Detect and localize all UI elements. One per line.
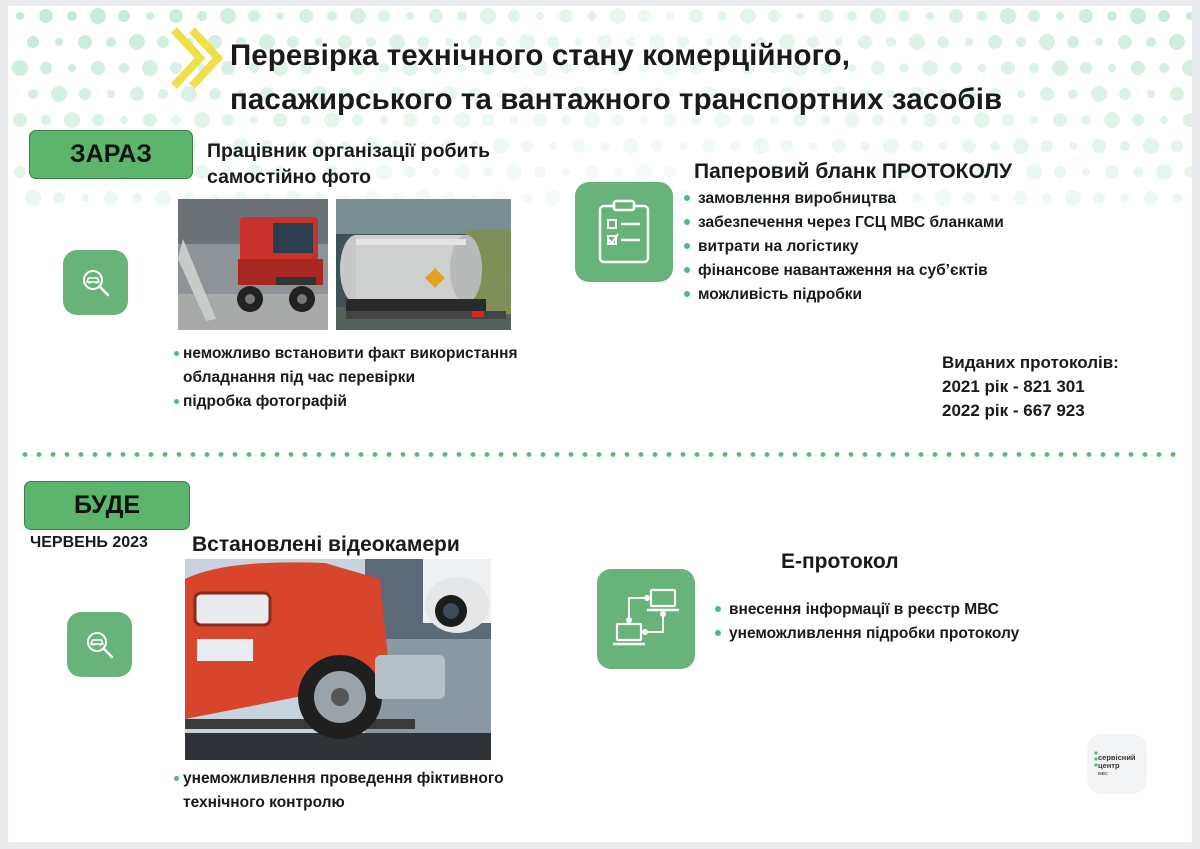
background-dot [534,166,546,178]
background-dot [14,166,26,178]
background-dot [926,12,934,20]
background-dot [1171,140,1183,152]
background-dot [664,166,676,178]
background-dot [79,88,91,100]
now-badge: ЗАРАЗ [29,130,193,179]
background-dot [1065,190,1081,206]
background-dot [939,142,947,150]
background-dot [28,89,38,99]
background-dot [1014,191,1028,205]
background-dot [651,140,663,152]
background-dot [493,138,509,154]
now-issues-list [174,342,594,414]
background-dot [536,12,544,20]
background-dot [689,9,703,23]
background-dot [1186,12,1192,20]
background-dot [51,86,67,102]
page-title-line1: Перевірка технічного стану комерційного, [230,39,851,72]
background-dot [613,167,623,177]
background-dot [768,10,780,22]
background-dot [146,12,154,20]
background-dot [1041,140,1053,152]
background-dot [1130,8,1146,24]
background-dot [522,193,532,203]
background-dot [327,11,337,21]
background-dot [53,192,65,204]
background-dot [78,35,92,49]
background-dot [1042,193,1052,203]
background-dot [27,36,39,48]
list-item: унеможливлення проведення фіктивного технічного контролю [174,767,574,815]
background-dot [1184,166,1192,178]
section-divider [18,452,1184,457]
background-dot [679,142,687,150]
background-dot [1107,11,1117,21]
background-dot [1079,9,1093,23]
background-dot [129,34,145,50]
checklist-icon [575,182,673,282]
background-dot [16,12,24,20]
truck-photo-red [178,199,328,330]
background-dot [120,116,128,124]
page-title [230,34,1190,122]
background-dot [521,140,533,152]
background-dot [67,11,77,21]
background-dot [666,12,674,20]
background-dot [1120,141,1130,151]
background-dot [508,10,520,22]
logo-line2: центр [1098,761,1120,770]
eprotocol-list [715,598,1019,646]
now-heading-line2: самостійно фото [207,166,372,188]
logo-line3: МВС [1098,771,1109,776]
page-title-line2: пасажирського та вантажного транспортних засобів [230,83,1003,116]
background-dot [143,113,157,127]
background-dot [898,10,910,22]
background-dot [1143,138,1159,154]
background-dot [107,90,115,98]
future-heading: Встановлені відеокамери [192,533,460,556]
background-dot [1000,8,1016,24]
background-dot [1093,192,1105,204]
list-item: унеможливлення підробки протоколу [715,622,1019,646]
background-dot [81,194,89,202]
background-dot [248,10,260,22]
background-dot [276,12,284,20]
background-dot [585,165,599,179]
paper-issues-list [684,187,1004,307]
stats-2021: 2021 рік - 821 301 [942,377,1085,396]
background-dot [12,60,28,76]
background-dot [740,8,756,24]
tanker-truck-photo [336,199,511,330]
background-dot [194,112,210,128]
background-dot [610,8,626,24]
service-center-logo [1089,736,1145,792]
background-dot [832,139,846,153]
background-dot [1133,167,1143,177]
list-item: можливість підробки [684,283,1004,307]
background-dot [717,11,727,21]
background-dot [1158,10,1170,22]
background-dot [549,142,557,150]
background-dot [55,38,63,46]
background-dot [90,8,106,24]
future-badge: БУДЕ [24,481,190,530]
list-item: підробка фотографій [174,390,594,414]
background-dot [702,139,716,153]
stats-heading: Виданих протоколів: [942,353,1119,372]
background-dot [457,11,467,21]
background-dot [781,140,793,152]
network-computers-icon [597,569,695,669]
background-dot [132,193,142,203]
background-dot [299,9,313,23]
background-dot [753,138,769,154]
background-dot [796,12,804,20]
list-item: фінансове навантаження на суб’єктів [684,259,1004,283]
paper-heading: Паперовий бланк ПРОТОКОЛУ [694,160,1013,183]
background-dot [883,138,899,154]
list-item: внесення інформації в реєстр МВС [715,598,1019,622]
chevron-icon [170,26,226,90]
background-dot [68,64,76,72]
background-dot [40,62,52,74]
future-issues-list [174,767,574,815]
stats-2022: 2022 рік - 667 923 [942,401,1085,420]
background-dot [92,114,104,126]
background-dot [730,141,740,151]
now-heading [207,138,490,190]
list-item: замовлення виробництва [684,187,1004,211]
background-dot [545,190,561,206]
now-heading-line1: Працівник організації робить [207,140,491,162]
background-dot [911,140,923,152]
list-item: неможливо встановити факт використання обладнання під час перевірки [174,342,594,390]
future-date: ЧЕРВЕНЬ 2023 [30,534,148,551]
background-dot [155,190,171,206]
background-dot [157,36,169,48]
logo-line1: сервісний [1098,753,1136,762]
background-dot [171,115,181,125]
background-dot [1092,139,1106,153]
background-dot [118,10,130,22]
background-dot [480,8,496,24]
background-dot [39,9,53,23]
background-dot [977,11,987,21]
background-dot [962,139,976,153]
background-dot [819,9,833,23]
background-dot [949,9,963,23]
background-dot [119,63,129,73]
background-dot [13,113,27,127]
background-dot [106,37,116,47]
background-dot [638,10,650,22]
background-dot [197,11,207,21]
background-dot [623,138,639,154]
video-camera-truck-photo [185,559,491,760]
background-dot [378,10,390,22]
background-dot [572,139,586,153]
background-dot [158,89,168,99]
background-dot [64,112,80,128]
background-dot [506,164,522,180]
car-inspection-icon [67,612,132,677]
background-dot [169,9,183,23]
background-dot [1172,193,1182,203]
protocol-stats [942,351,1119,423]
background-dot [350,8,366,24]
car-inspection-icon [63,250,128,315]
logo-text [1098,754,1136,778]
background-dot [1082,168,1090,176]
background-dot [1121,194,1129,202]
background-dot [1054,166,1066,178]
background-dot [559,9,573,23]
background-dot [41,115,51,125]
background-dot [870,8,886,24]
background-dot [562,168,570,176]
background-dot [104,191,118,205]
background-dot [130,87,144,101]
background-dot [406,12,414,20]
background-dot [1028,10,1040,22]
list-item: витрати на логістику [684,235,1004,259]
background-dot [809,142,817,150]
eprotocol-heading: Е-протокол [781,550,899,573]
background-dot [847,11,857,21]
background-dot [1069,142,1077,150]
slide [8,6,1192,842]
background-dot [990,141,1000,151]
background-dot [25,190,41,206]
background-dot [1105,165,1119,179]
background-dot [1144,191,1158,205]
background-dot [91,61,105,75]
list-item: забезпечення через ГСЦ МВС бланками [684,211,1004,235]
background-dot [1013,138,1029,154]
background-dot [142,60,158,76]
background-dot [220,8,236,24]
background-dot [860,141,870,151]
background-dot [1156,164,1172,180]
background-dot [600,141,610,151]
background-dot [429,9,443,23]
background-dot [1026,164,1042,180]
background-dot [636,164,652,180]
background-dot [587,11,597,21]
background-dot [1056,12,1064,20]
